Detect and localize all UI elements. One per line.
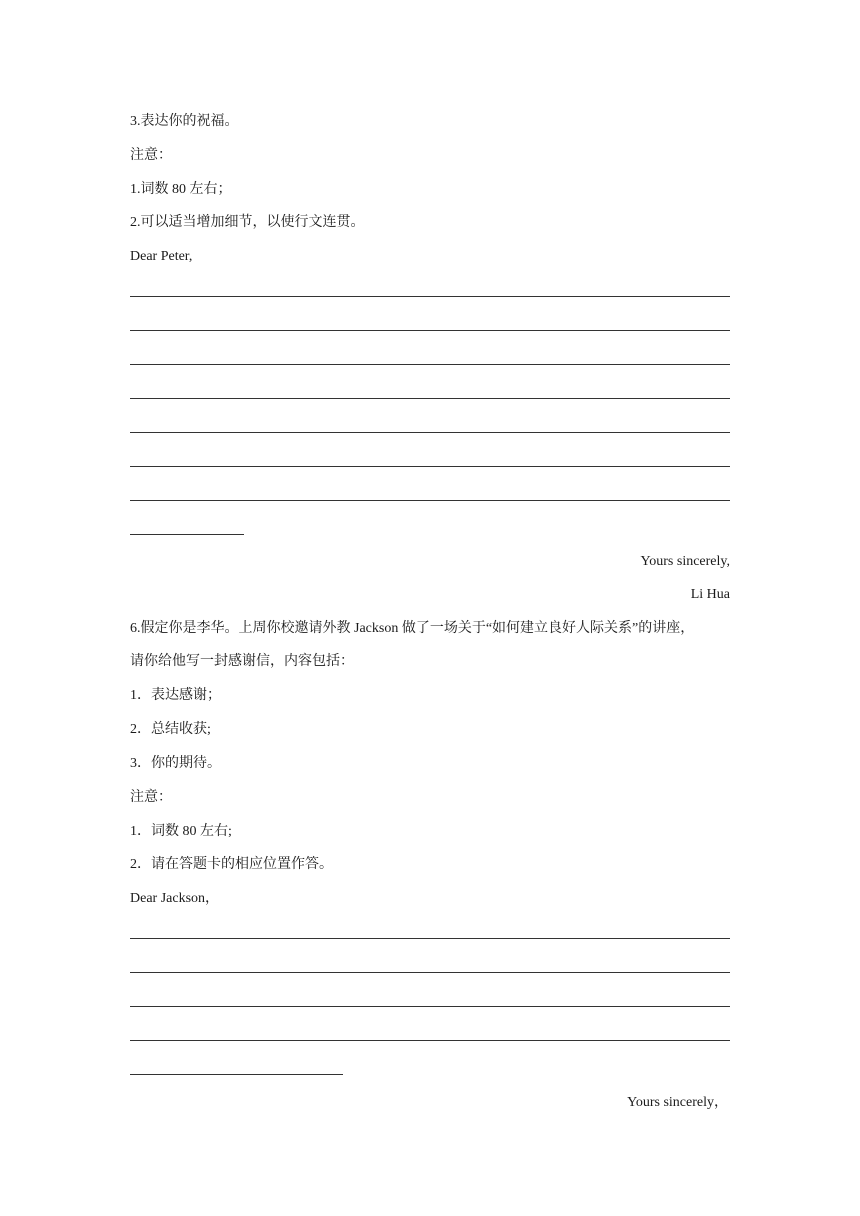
document-page (130, 0, 730, 1216)
q6-answer-line-short[interactable] (130, 1074, 343, 1075)
q5-answer-line[interactable] (130, 296, 730, 297)
q5-closing: Yours sincerely, (640, 554, 730, 569)
q6-salutation: Dear Jackson， (130, 891, 220, 906)
q5-answer-line[interactable] (130, 500, 730, 501)
q5-answer-line[interactable] (130, 398, 730, 399)
q6-answer-line[interactable] (130, 972, 730, 973)
q5-answer-line[interactable] (130, 432, 730, 433)
q5-salutation: Dear Peter, (130, 249, 193, 264)
q6-item-2: 2．总结收获; (130, 722, 211, 737)
q5-answer-line[interactable] (130, 330, 730, 331)
q6-note-1: 1．词数 80 左右; (130, 824, 232, 839)
q6-note-title: 注意： (130, 790, 172, 805)
q5-answer-line[interactable] (130, 466, 730, 467)
q5-item-3: 3.表达你的祝福。 (130, 114, 239, 129)
q6-item-1: 1．表达感谢； (130, 688, 221, 703)
q6-item-3: 3．你的期待。 (130, 756, 221, 771)
q6-answer-line[interactable] (130, 938, 730, 939)
q5-answer-line[interactable] (130, 364, 730, 365)
q6-closing: Yours sincerely， (627, 1095, 728, 1110)
q5-signature: Li Hua (690, 587, 730, 602)
q6-prompt-line-2: 请你给他写一封感谢信，内容包括： (130, 654, 354, 669)
q5-note-2: 2.可以适当增加细节，以使行文连贯。 (130, 215, 365, 230)
q5-note-title: 注意： (130, 148, 172, 163)
q5-answer-line-short[interactable] (130, 534, 244, 535)
q6-answer-line[interactable] (130, 1006, 730, 1007)
q5-note-1: 1.词数 80 左右； (130, 182, 232, 197)
q6-prompt-line-1: 6.假定你是李华。上周你校邀请外教 Jackson 做了一场关于“如何建立良好人际关系”的讲座， (130, 621, 695, 636)
q6-note-2: 2．请在答题卡的相应位置作答。 (130, 857, 333, 872)
q6-answer-line[interactable] (130, 1040, 730, 1041)
